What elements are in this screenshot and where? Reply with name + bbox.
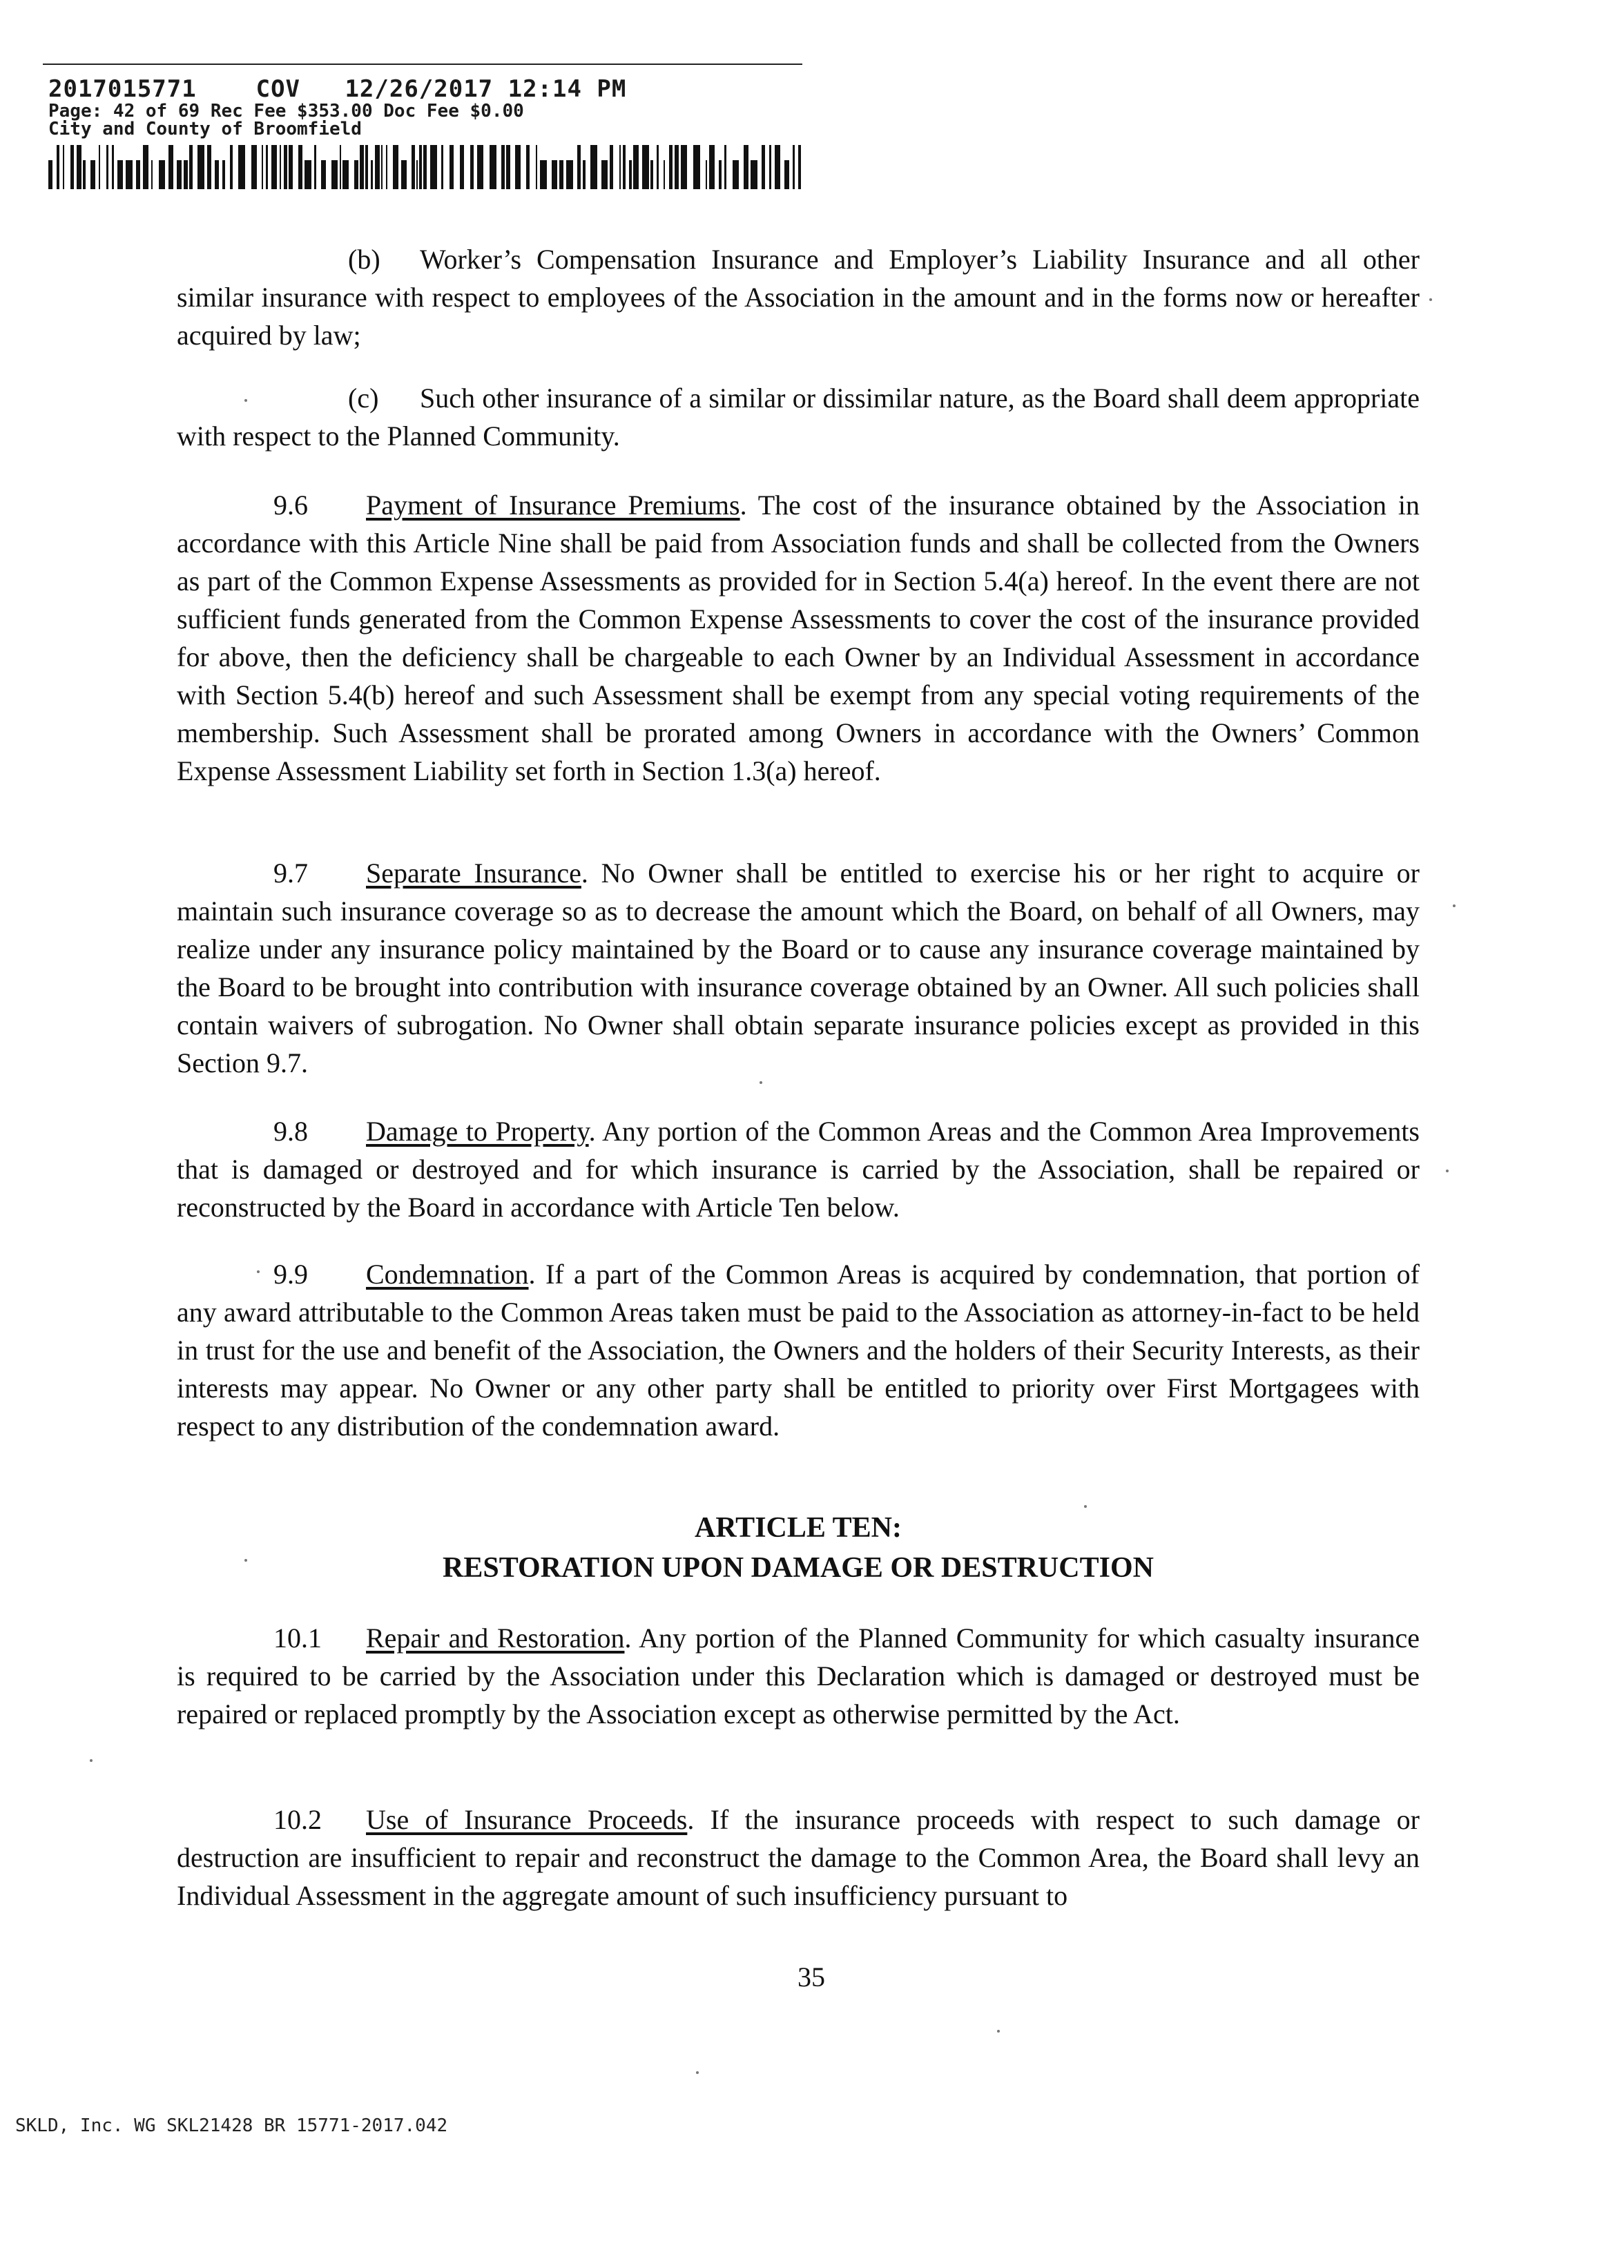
section-9-9-text: . If a part of the Common Areas is acquired by condemnation, that portion of any award attributable to the Common Areas taken must be paid to the Association as attorney-in-fact to be held in trust for the use and benefit of the Association, the Owners and the holders of their Security Interests, as their interests may appear. No Owner or any other party shall be entitled to priority over First Mortgagees with respect to any distribution of the condemnation award. [177, 1259, 1420, 1442]
section-9-9 [177, 1255, 1420, 1445]
section-9-7-title: Separate Insurance [366, 857, 581, 889]
recording-stamp [48, 76, 626, 138]
section-9-8-text: . Any portion of the Common Areas and the Common Area Improvements that is damaged or destroyed and for which insurance is carried by the Association, shall be repaired or reconstructed by the Board in accordance with Article Ten below. [177, 1116, 1420, 1223]
section-9-7-text: . No Owner shall be entitled to exercise his or her right to acquire or maintain such insurance coverage so as to decrease the amount which the Board, on behalf of all Owners, may realize under any insurance policy maintained by the Board or to cause any insurance coverage maintained by the Board to be brought into contribution with insurance coverage obtained by an Owner. All such policies shall contain waivers of subrogation. No Owner shall obtain separate insurance policies except as provided in this Section 9.7. [177, 857, 1420, 1078]
section-10-1 [177, 1619, 1420, 1733]
scan-speck [244, 399, 247, 402]
section-10-2-text: . If the insurance proceeds with respect to such damage or destruction are insufficient to repair and reconstruct the damage to the Common Area, the Board shall levy an Individual Assessment in the aggregate amount of such insufficiency pursuant to [177, 1804, 1420, 1911]
scan-speck [257, 1270, 260, 1273]
article-subtitle: RESTORATION UPON DAMAGE OR DESTRUCTION [443, 1552, 1154, 1584]
scan-speck [1084, 1505, 1087, 1508]
stamp-line-3 [48, 120, 626, 138]
county-name: City and County of Broomfield [48, 119, 362, 139]
article-heading [177, 1508, 1420, 1588]
section-9-8-number: 9.8 [273, 1116, 308, 1147]
stamp-top-rule [43, 64, 802, 65]
scan-speck [90, 1759, 93, 1762]
section-10-2 [177, 1801, 1420, 1915]
section-10-1-title: Repair and Restoration [366, 1622, 625, 1654]
paragraph-c [177, 379, 1420, 455]
section-9-6 [177, 486, 1420, 790]
paragraph-b [177, 240, 1420, 354]
document-footer: SKLD, Inc. WG SKL21428 BR 15771-2017.042 [15, 2115, 448, 2136]
scan-speck [997, 2030, 1000, 2033]
section-9-9-title: Condemnation [366, 1259, 529, 1290]
scan-speck [696, 2071, 699, 2074]
section-10-2-number: 10.2 [273, 1804, 322, 1835]
section-9-9-number: 9.9 [273, 1259, 308, 1290]
section-9-6-number: 9.6 [273, 490, 308, 521]
record-date-time: 12/26/2017 12:14 PM [345, 75, 627, 103]
paragraph-b-label: (b) [348, 244, 380, 275]
page-info: Page: 42 of 69 [48, 101, 200, 122]
rec-fee: Rec Fee $353.00 [210, 101, 373, 122]
section-10-2-title: Use of Insurance Proceeds [366, 1804, 688, 1835]
section-9-7-number: 9.7 [273, 857, 308, 889]
reception-number: 2017015771 [48, 75, 197, 103]
section-10-1-text: . Any portion of the Planned Community for which casualty insurance is required to be carried by the Association under this Declaration which is damaged or destroyed must be repaired or replaced promptly by the Association except as otherwise permitted by the Act. [177, 1622, 1420, 1729]
scan-speck [244, 1559, 247, 1562]
paragraph-c-label: (c) [348, 382, 379, 414]
scan-speck [1446, 1170, 1449, 1172]
barcode-icon [48, 145, 801, 189]
scan-speck [1429, 298, 1432, 301]
section-9-7 [177, 854, 1420, 1082]
paragraph-b-text: Worker’s Compensation Insurance and Employer’s Liability Insurance and all other similar insurance with respect to employees of the Association in the amount and in the forms now or hereafter acquired by law; [177, 244, 1420, 351]
doc-type: COV [255, 75, 301, 103]
section-10-1-number: 10.1 [273, 1622, 322, 1654]
doc-fee: Doc Fee $0.00 [383, 101, 524, 122]
scan-speck [760, 1081, 762, 1084]
section-9-8 [177, 1112, 1420, 1226]
section-9-8-title: Damage to Property [366, 1116, 589, 1147]
stamp-line-2 [48, 102, 626, 120]
paragraph-c-text: Such other insurance of a similar or dissimilar nature, as the Board shall deem appropriate with respect to the Planned Community. [177, 382, 1420, 452]
stamp-line-1 [48, 76, 626, 102]
section-9-6-text: . The cost of the insurance obtained by the Association in accordance with this Article Nine shall be paid from Association funds and shall be collected from the Owners as part of the Common Expense Assessments as provided for in Section 5.4(a) hereof. In the event there are not sufficient funds generated from the Common Expense Assessments to cover the cost of the insurance provided for above, then the deficiency shall be chargeable to each Owner by an Individual Assessment in accordance with Section 5.4(b) hereof and such Assessment shall be exempt from any special voting requirements of the membership. Such Assessment shall be prorated among Owners in accordance with the Owners’ Common Expense Assessment Liability set forth in Section 1.3(a) hereof. [177, 490, 1420, 786]
article-title: ARTICLE TEN: [695, 1512, 902, 1544]
section-9-6-title: Payment of Insurance Premiums [366, 490, 740, 521]
scan-speck [1453, 904, 1456, 907]
page-number: 35 [798, 1961, 825, 1993]
